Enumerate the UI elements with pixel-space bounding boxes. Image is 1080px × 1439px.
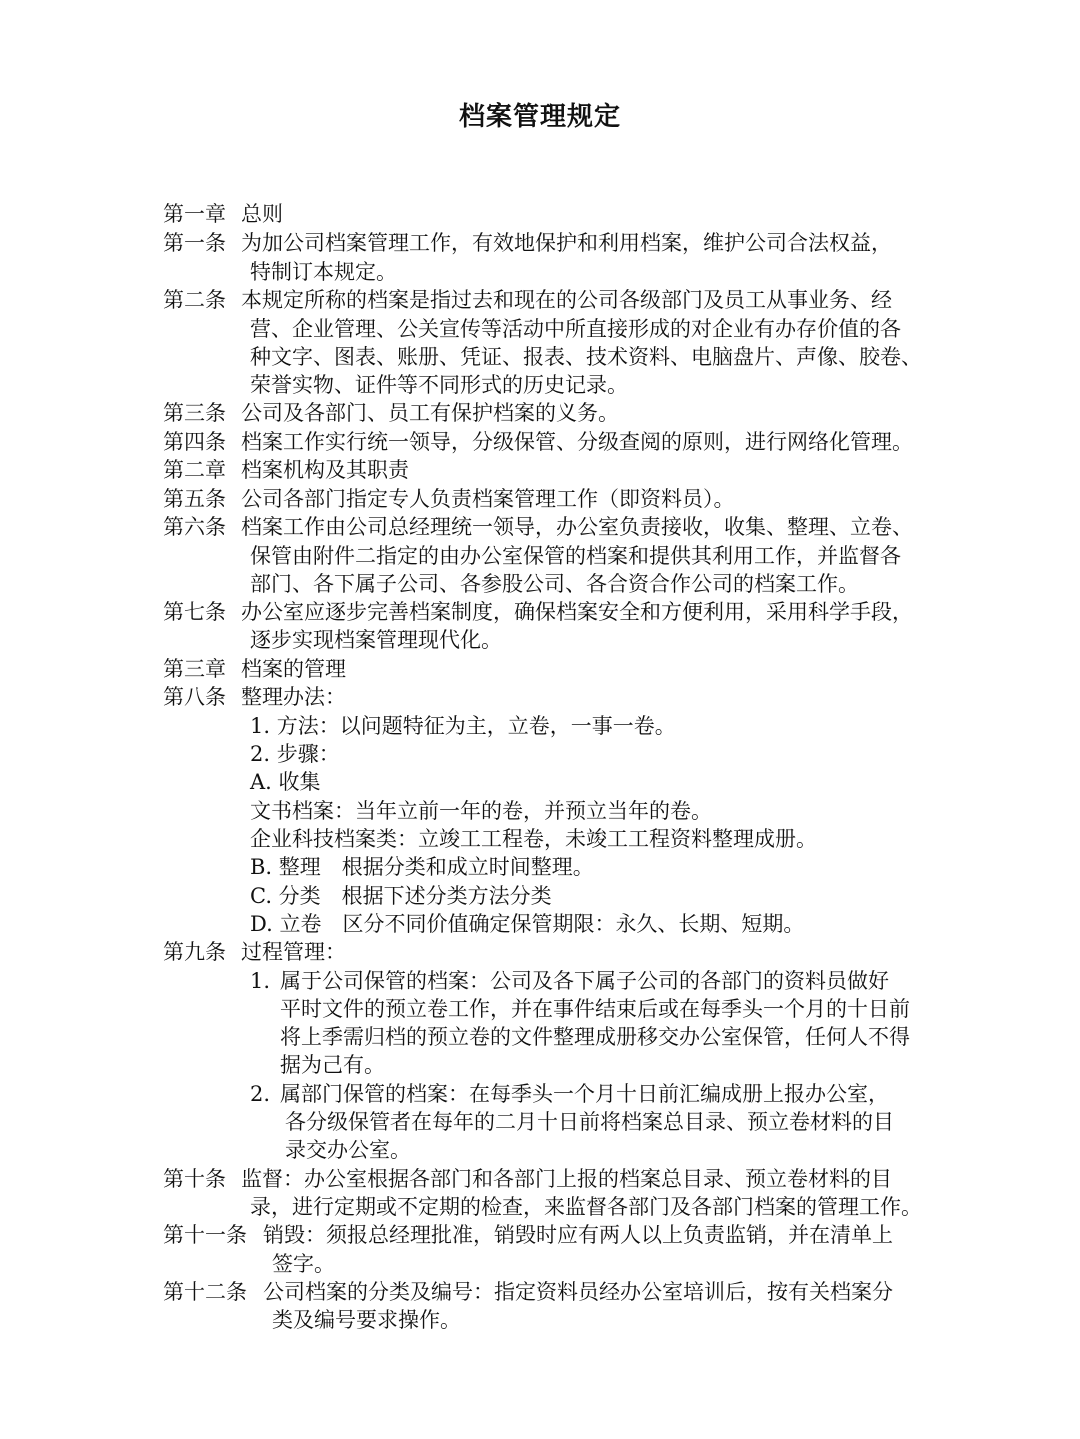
article-text-line: 类及编号要求操作。 (272, 1308, 461, 1332)
item-text: 属部门保管的档案：在每季头一个月十日前汇编成册上报办公室， (280, 1082, 889, 1106)
article-9 (163, 937, 346, 967)
article-text: 整理办法： (241, 685, 346, 709)
article-2 (163, 285, 892, 315)
article-text: 办公室应逐步完善档案制度，确保档案安全和方便利用，采用科学手段， (241, 600, 913, 624)
item-text-line: 各分级保管者在每年的二月十日前将档案总目录、预立卷材料的目 (285, 1110, 894, 1134)
article-text: 公司及各部门、员工有保护档案的义务。 (241, 401, 619, 425)
chapter-2 (163, 455, 409, 485)
item-text-line: 平时文件的预立卷工作，并在事件结束后或在每季头一个月的十日前 (280, 997, 910, 1021)
article-text-line: 部门、各下属子公司、各参股公司、各合资合作公司的档案工作。 (250, 572, 859, 596)
article-text: 档案工作由公司总经理统一领导，办公室负责接收，收集、整理、立卷、 (241, 515, 913, 539)
article-text-line: 录，进行定期或不定期的检查，来监督各部门及各部门档案的管理工作。 (250, 1195, 922, 1219)
article-3 (163, 398, 619, 428)
step-a-collect: A. 收集 (250, 770, 321, 794)
sub-item-steps: 2. 步骤： (250, 742, 340, 766)
article-text-line: 逐步实现档案管理现代化。 (250, 628, 502, 652)
step-a-tech-archives: 企业科技档案类：立竣工工程卷，未竣工工程资料整理成册。 (250, 827, 817, 851)
article-text: 为加公司档案管理工作，有效地保护和利用档案，维护公司合法权益， (241, 231, 892, 255)
article-text: 公司档案的分类及编号：指定资料员经办公室培训后，按有关档案分 (263, 1280, 893, 1304)
item-number: 1. (250, 969, 271, 993)
article-12 (163, 1277, 893, 1307)
article-text-line: 保管由附件二指定的由办公室保管的档案和提供其利用工作，并监督各 (250, 544, 901, 568)
article-text-line: 签字。 (272, 1252, 335, 1276)
article-text: 本规定所称的档案是指过去和现在的公司各级部门及员工从事业务、经 (241, 288, 892, 312)
chapter-label: 第三章 (163, 657, 226, 681)
article-11 (163, 1220, 893, 1250)
article-label: 第二条 (163, 288, 226, 312)
process-item-2 (250, 1079, 889, 1109)
sub-item-method: 1. 方法：以问题特征为主，立卷，一事一卷。 (250, 714, 676, 738)
article-label: 第八条 (163, 685, 226, 709)
document-title: 档案管理规定 (458, 102, 621, 132)
article-label: 第十条 (163, 1167, 226, 1191)
item-text-line: 录交办公室。 (285, 1138, 411, 1162)
step-a-document-archives: 文书档案：当年立前一年的卷，并预立当年的卷。 (250, 799, 712, 823)
article-text: 公司各部门指定专人负责档案管理工作（即资料员）。 (241, 487, 735, 511)
article-text: 过程管理： (241, 940, 346, 964)
article-text: 监督：办公室根据各部门和各部门上报的档案总目录、预立卷材料的目 (241, 1167, 892, 1191)
chapter-heading: 总则 (241, 202, 283, 226)
article-8 (163, 682, 346, 712)
article-text-line: 种文字、图表、账册、凭证、报表、技术资料、电脑盘片、声像、胶卷、 (250, 345, 922, 369)
article-label: 第四条 (163, 430, 226, 454)
article-text-line: 营、企业管理、公关宣传等活动中所直接形成的对企业有办存价值的各 (250, 317, 901, 341)
step-d-file: D. 立卷 区分不同价值确定保管期限：永久、长期、短期。 (250, 912, 805, 936)
article-text-line: 特制订本规定。 (250, 260, 397, 284)
article-5 (163, 484, 735, 514)
article-6 (163, 512, 913, 542)
article-label: 第三条 (163, 401, 226, 425)
chapter-1 (163, 199, 283, 229)
chapter-heading: 档案机构及其职责 (241, 458, 409, 482)
chapter-heading: 档案的管理 (241, 657, 346, 681)
item-number: 2. (250, 1082, 271, 1106)
article-label: 第五条 (163, 487, 226, 511)
article-1 (163, 228, 892, 258)
article-4 (163, 427, 913, 457)
article-10 (163, 1164, 892, 1194)
article-label: 第六条 (163, 515, 226, 539)
article-7 (163, 597, 913, 627)
item-text: 属于公司保管的档案：公司及各下属子公司的各部门的资料员做好 (280, 969, 889, 993)
step-c-classify: C. 分类 根据下述分类方法分类 (250, 884, 552, 908)
article-label: 第一条 (163, 231, 226, 255)
chapter-3 (163, 654, 346, 684)
article-label: 第九条 (163, 940, 226, 964)
step-b-organize: B. 整理 根据分类和成立时间整理。 (250, 855, 594, 879)
chapter-label: 第二章 (163, 458, 226, 482)
chapter-label: 第一章 (163, 202, 226, 226)
process-item-1 (250, 966, 889, 996)
article-label: 第十二条 (163, 1280, 247, 1304)
item-text-line: 将上季需归档的预立卷的文件整理成册移交办公室保管，任何人不得 (280, 1025, 910, 1049)
article-text-line: 荣誉实物、证件等不同形式的历史记录。 (250, 373, 628, 397)
article-text: 档案工作实行统一领导，分级保管、分级查阅的原则，进行网络化管理。 (241, 430, 913, 454)
article-text: 销毁：须报总经理批准，销毁时应有两人以上负责监销，并在清单上 (263, 1223, 893, 1247)
article-label: 第十一条 (163, 1223, 247, 1247)
item-text-line: 据为己有。 (280, 1053, 385, 1077)
article-label: 第七条 (163, 600, 226, 624)
